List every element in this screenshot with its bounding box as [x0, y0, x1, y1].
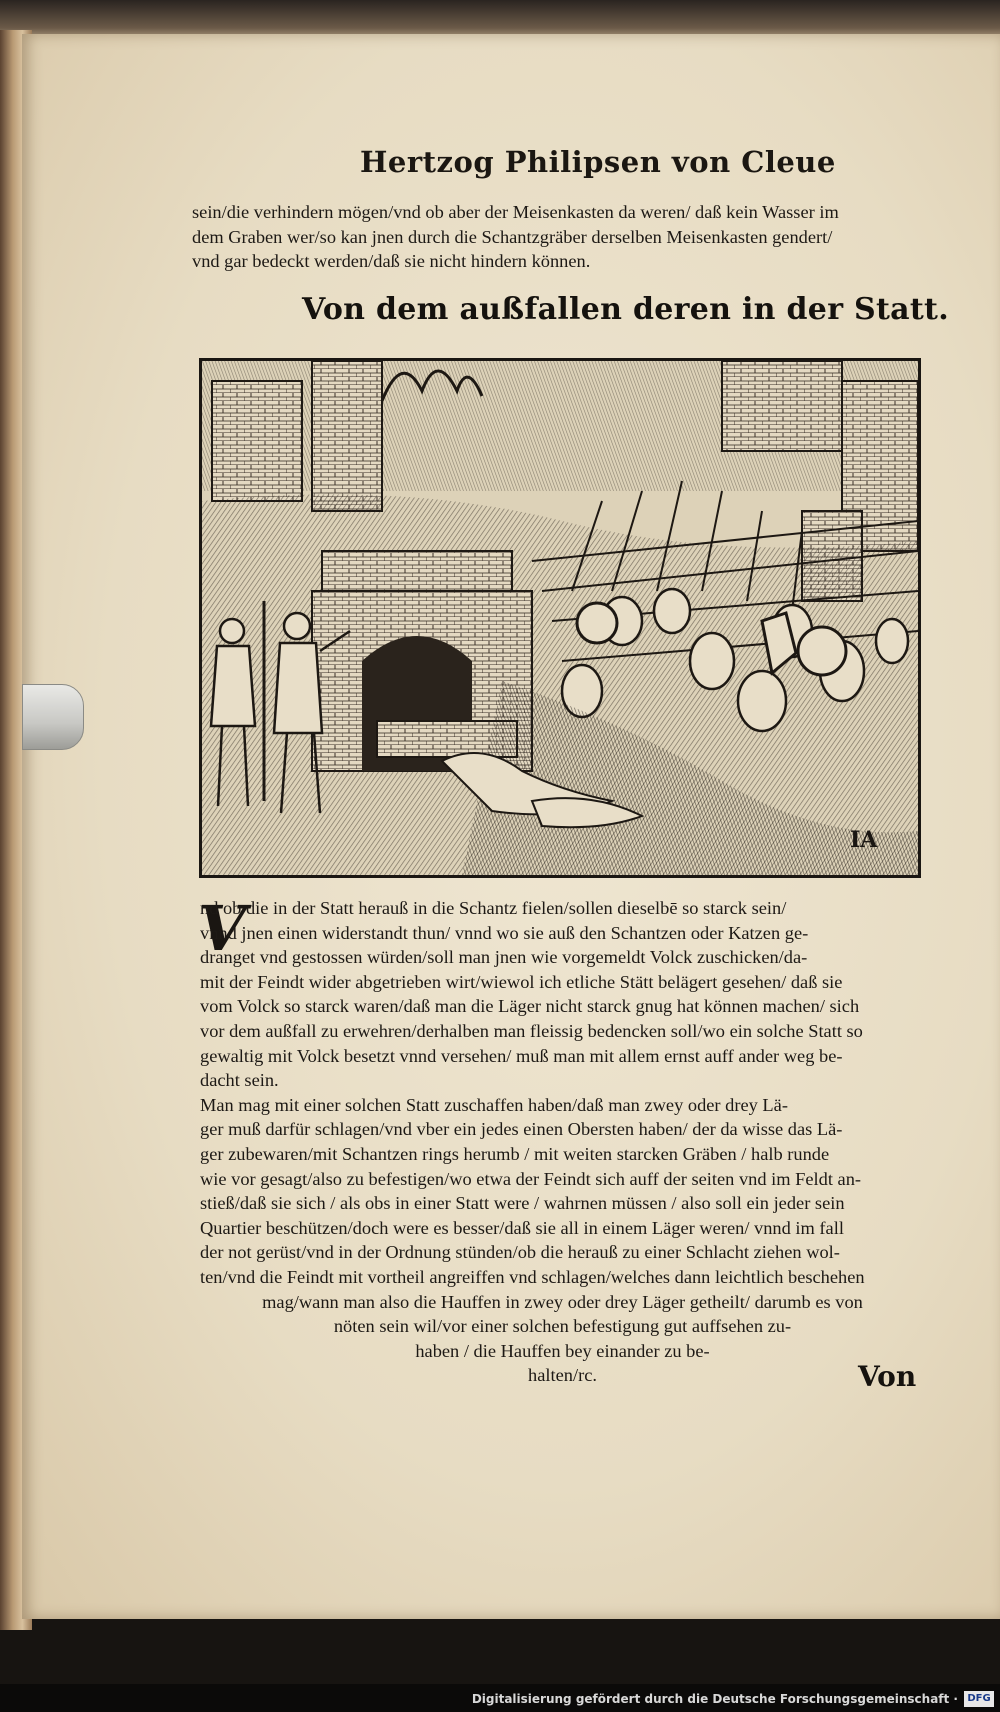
woodcut-monogram: IA	[850, 827, 878, 853]
text-line: wie vor gesagt/also zu befestigen/wo etwa der Feindt sich auff der seiten vnd im Feldt an-	[200, 1168, 862, 1189]
text-line: dem Graben wer/so kan jnen durch die Schantzgräber derselben Meisenkasten gendert/	[192, 226, 833, 247]
text-line: nöten sein wil/vor einer solchen befestigung gut auffsehen zu-	[333, 1316, 792, 1337]
text-line: vnd gar bedeckt werden/daß sie nicht hindern können.	[192, 251, 591, 272]
text-line: halten/rc.	[528, 1365, 597, 1386]
catchword: Von	[858, 1360, 917, 1393]
woodcut-illustration	[199, 358, 921, 878]
text-line: sein/die verhindern mögen/vnd ob aber der Meisenkasten da weren/ daß kein Wasser im	[192, 202, 839, 222]
siege-battle-scene	[202, 361, 918, 875]
text-line: der not gerüst/vnd in der Ordnung stünden/ob die herauß zu einer Schlacht ziehen wol-	[200, 1242, 840, 1263]
text-line: ger muß darfür schlagen/vnd vber ein jedes einen Obersten haben/ der da wisse das Lä-	[200, 1119, 843, 1140]
page-clip	[22, 684, 84, 750]
footer-bar	[0, 1684, 1000, 1712]
text-line: ger zubewaren/mit Schantzen rings herumb / mit weiten starcken Gräben / halb runde	[200, 1143, 830, 1164]
text-line: haben / die Hauffen bey einander zu be-	[415, 1340, 710, 1361]
text-line: vom Volck so starck waren/daß man die Läger nicht starck gnug hat können machen/ sich	[200, 996, 860, 1017]
text-line: Man mag mit einer solchen Statt zuschaffen haben/daß man zwey oder drey Lä-	[200, 1094, 788, 1115]
body-paragraph	[198, 892, 925, 1388]
top-paragraph	[192, 200, 922, 274]
text-line: nd ob die in der Statt herauß in die Schantz fielen/sollen dieselbē so starck sein/	[200, 898, 787, 918]
text-line: mit der Feindt wider abgetrieben wirt/wiewol ich etliche Stätt belägert gesehen/ daß sie	[200, 971, 843, 992]
dfg-logo: DFG	[964, 1691, 994, 1707]
text-line: stieß/daß sie sich / als obs in einer Statt were / wahrnen müssen / also soll ein jeder sein	[200, 1193, 845, 1214]
text-line: dacht sein.	[200, 1070, 279, 1091]
section-title: Von dem außfallen deren in der Statt.	[302, 292, 949, 327]
text-line: vnnd jnen einen widerstandt thun/ vnnd wo sie auß den Schantzen oder Katzen ge-	[200, 922, 809, 943]
text-line: Quartier beschützen/doch were es besser/daß sie all in einem Läger weren/ vnnd im fall	[200, 1217, 844, 1238]
text-line: gewaltig mit Volck besetzt vnnd versehen/ muß man mit allem ernst auff ander weg be-	[200, 1045, 843, 1066]
text-line: mag/wann man also die Hauffen in zwey oder drey Läger getheilt/ darumb es von	[262, 1291, 863, 1312]
text-line: dranget vnd gestossen würden/soll man jnen wie vorgemeldt Volck zuschicken/da-	[200, 947, 808, 968]
funding-credit: Digitalisierung gefördert durch die Deutsche Forschungsgemeinschaft ·	[471, 1692, 958, 1706]
text-line: ten/vnd die Feindt mit vortheil angreiffen vnd schlagen/welches dann leichtlich beschehen	[200, 1266, 865, 1287]
running-head: Hertzog Philipsen von Cleue	[360, 145, 836, 179]
text-line: vor dem außfall zu erwehren/derhalben man fleissig bedencken soll/wo ein solche Statt so	[200, 1020, 863, 1041]
decorated-initial: V	[198, 892, 247, 965]
